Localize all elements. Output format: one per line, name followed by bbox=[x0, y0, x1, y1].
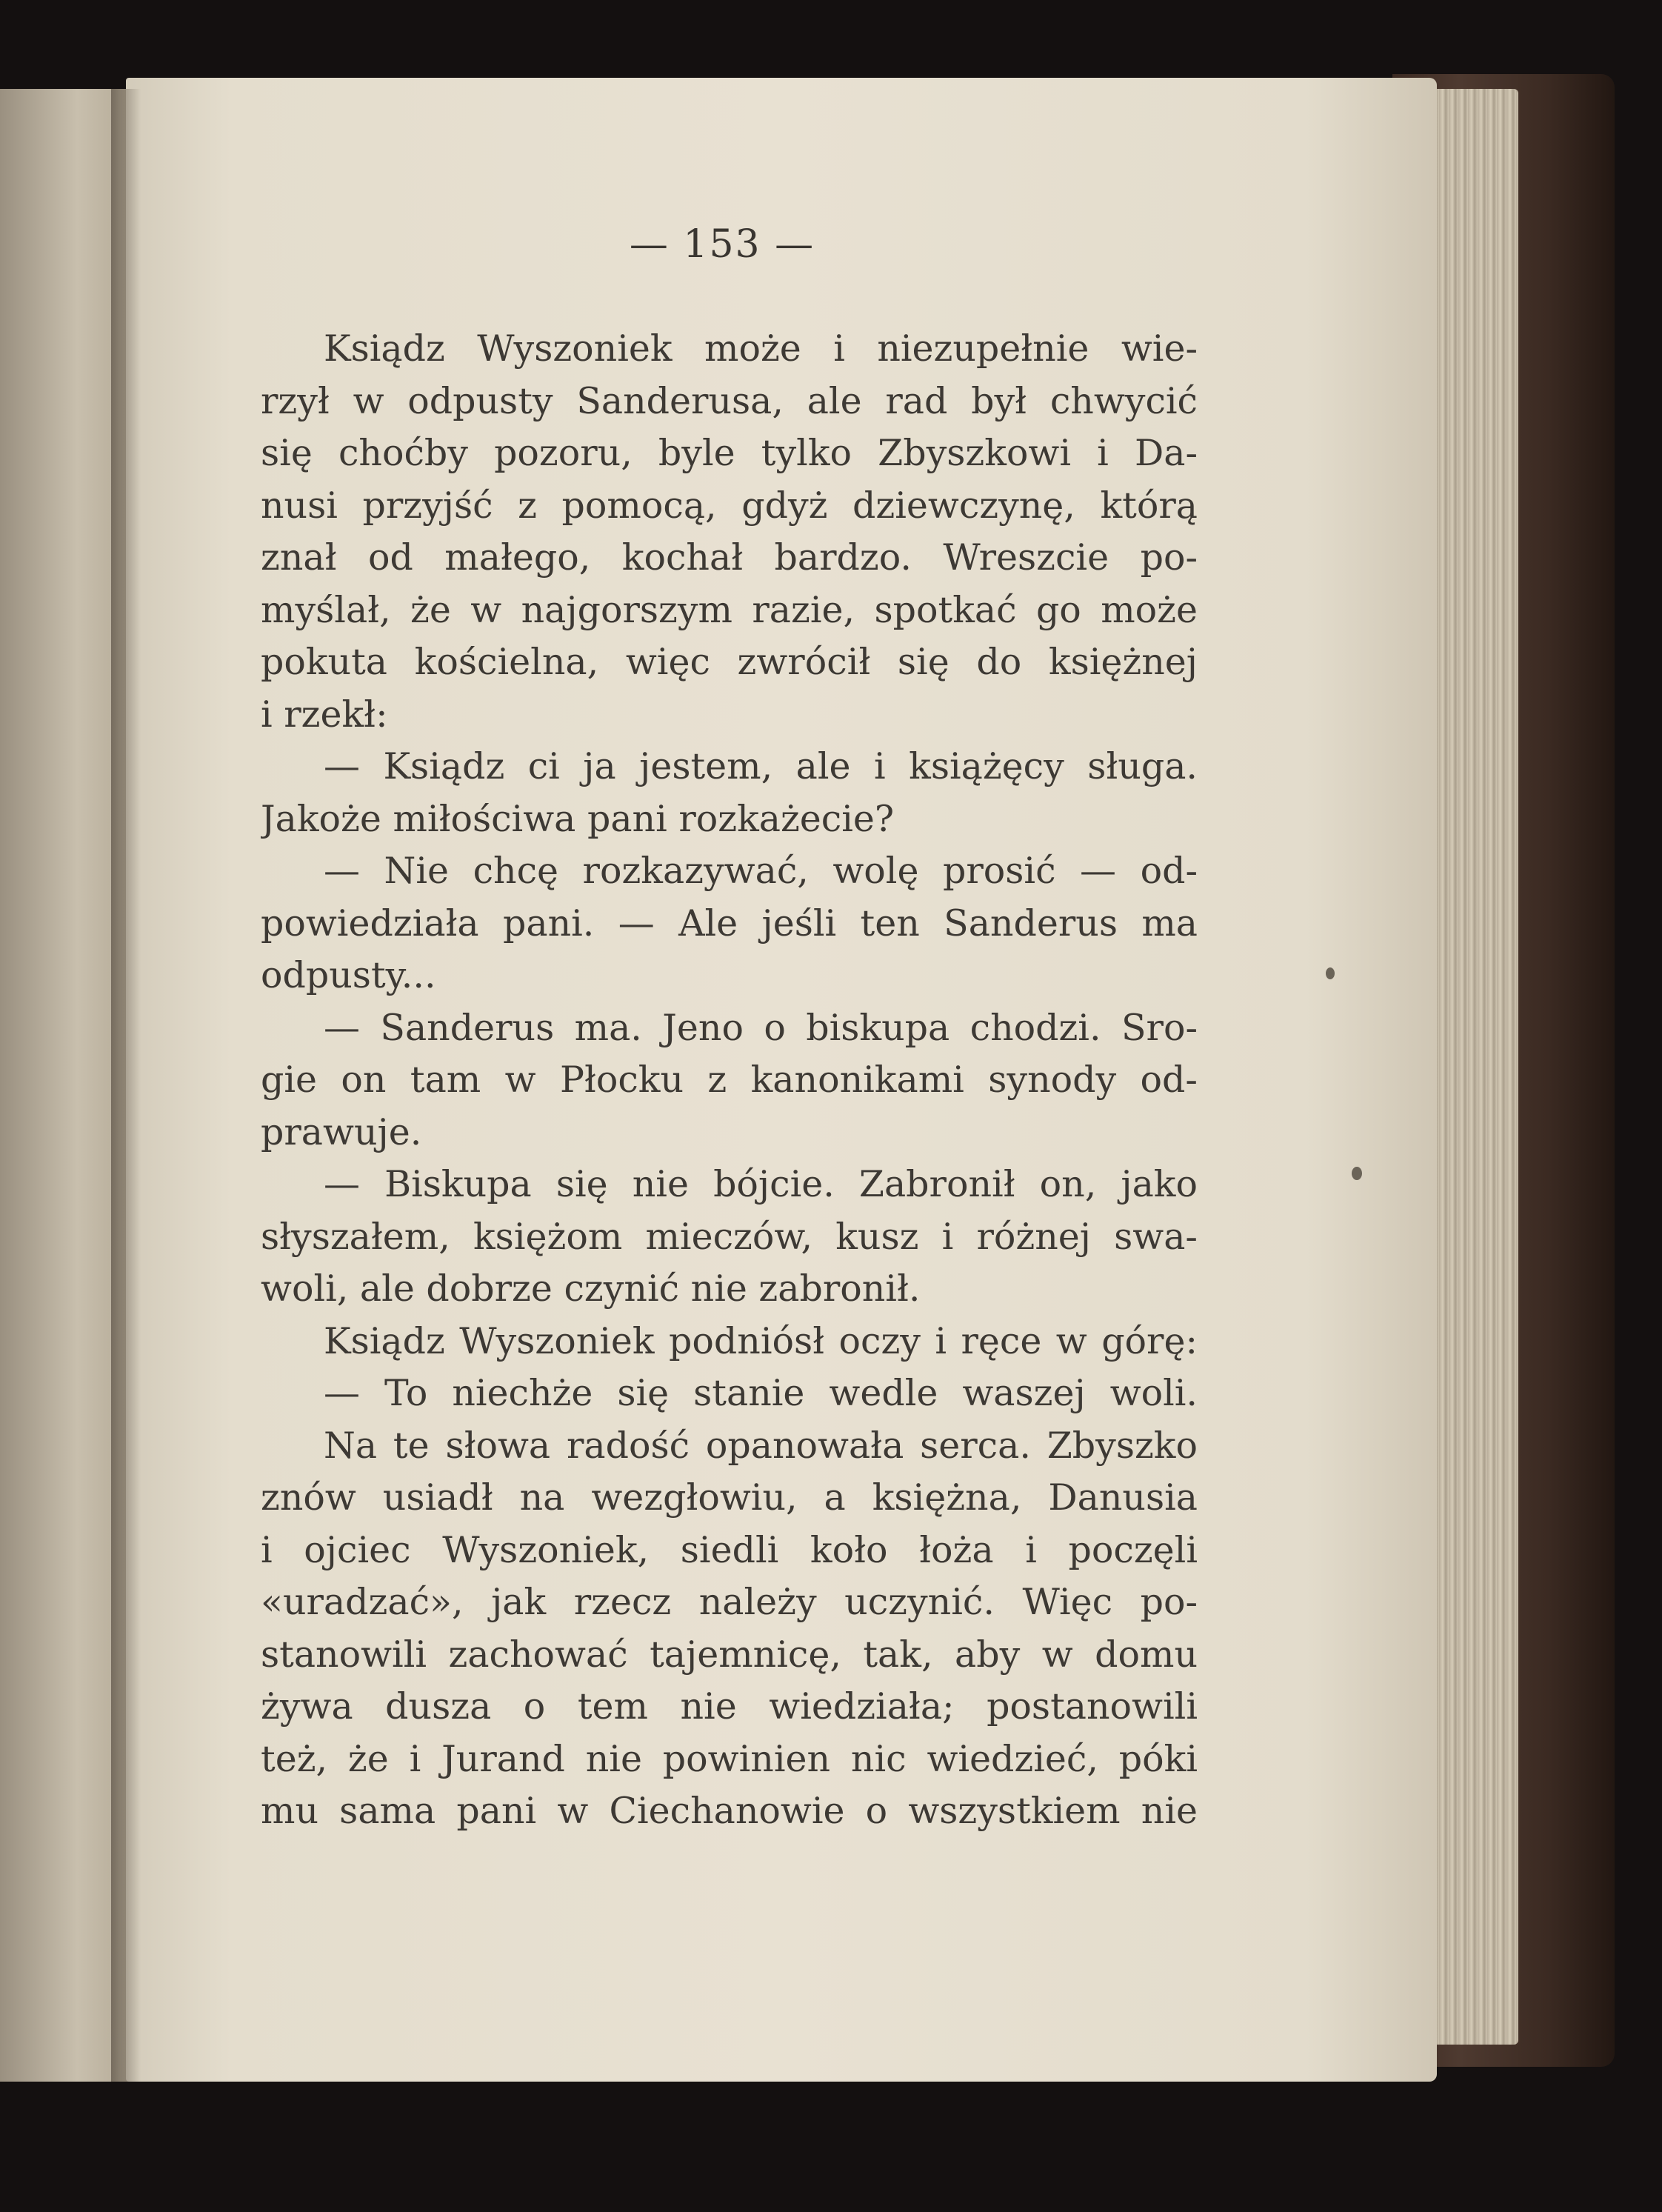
text-line: woli, ale dobrze czynić nie zabronił. bbox=[261, 1267, 921, 1310]
text-line: — Biskupa się nie bójcie. Zabronił on, jako bbox=[324, 1163, 1198, 1205]
text-line: nusi przyjść z pomocą, gdyż dziewczynę, którą bbox=[261, 484, 1198, 527]
text-line: odpusty... bbox=[261, 954, 436, 996]
text-line: i ojciec Wyszoniek, siedli koło łoża i poczęli bbox=[261, 1528, 1198, 1571]
text-line: słyszałem, księżom mieczów, kusz i różnej swa- bbox=[261, 1215, 1198, 1258]
text-line: Ksiądz Wyszoniek może i niezupełnie wie- bbox=[324, 327, 1198, 370]
text-line: Jakoże miłościwa pani rozkażecie? bbox=[261, 797, 895, 840]
text-line: też, że i Jurand nie powinien nic wiedzieć, póki bbox=[261, 1737, 1198, 1780]
text-line: — Nie chcę rozkazywać, wolę prosić — od- bbox=[324, 850, 1198, 892]
text-line: myślał, że w najgorszym razie, spotkać go może bbox=[261, 588, 1198, 631]
page-speck bbox=[1352, 1167, 1362, 1180]
text-line: się choćby pozoru, byle tylko Zbyszkowi i Da- bbox=[261, 432, 1198, 474]
page-edges bbox=[1429, 89, 1518, 2045]
text-line: «uradzać», jak rzecz należy uczynić. Więc po- bbox=[261, 1581, 1198, 1623]
page-speck bbox=[1326, 967, 1335, 979]
text-line: mu sama pani w Ciechanowie o wszystkiem nie bbox=[261, 1790, 1198, 1832]
text-line: Ksiądz Wyszoniek podniósł oczy i ręce w górę: bbox=[324, 1319, 1198, 1362]
text-line: żywa dusza o tem nie wiedziała; postanowili bbox=[261, 1685, 1198, 1728]
book-gutter bbox=[111, 89, 141, 2082]
text-line: gie on tam w Płocku z kanonikami synody od- bbox=[261, 1059, 1198, 1101]
text-line: Na te słowa radość opanowała serca. Zbyszko bbox=[324, 1424, 1198, 1467]
text-line: — Ksiądz ci ja jestem, ale i książęcy sługa. bbox=[324, 745, 1198, 787]
text-line: prawuje. bbox=[261, 1110, 422, 1153]
text-line: pokuta kościelna, więc zwrócił się do księżnej bbox=[261, 641, 1198, 683]
text-line: i rzekł: bbox=[261, 693, 388, 736]
text-line: — To niechże się stanie wedle waszej woli. bbox=[324, 1372, 1198, 1414]
text-line: znał od małego, kochał bardzo. Wreszcie po- bbox=[261, 536, 1198, 579]
text-line: — Sanderus ma. Jeno o biskupa chodzi. Sro- bbox=[324, 1006, 1198, 1049]
text-line: znów usiadł na wezgłowiu, a księżna, Danusia bbox=[261, 1476, 1198, 1519]
text-line: stanowili zachować tajemnicę, tak, aby w domu bbox=[261, 1633, 1198, 1676]
page-number: — 153 — bbox=[629, 222, 815, 267]
text-line: rzył w odpusty Sanderusa, ale rad był chwycić bbox=[261, 379, 1198, 422]
text-line: powiedziała pani. — Ale jeśli ten Sanderus ma bbox=[261, 902, 1198, 945]
body-text bbox=[261, 323, 1198, 1838]
